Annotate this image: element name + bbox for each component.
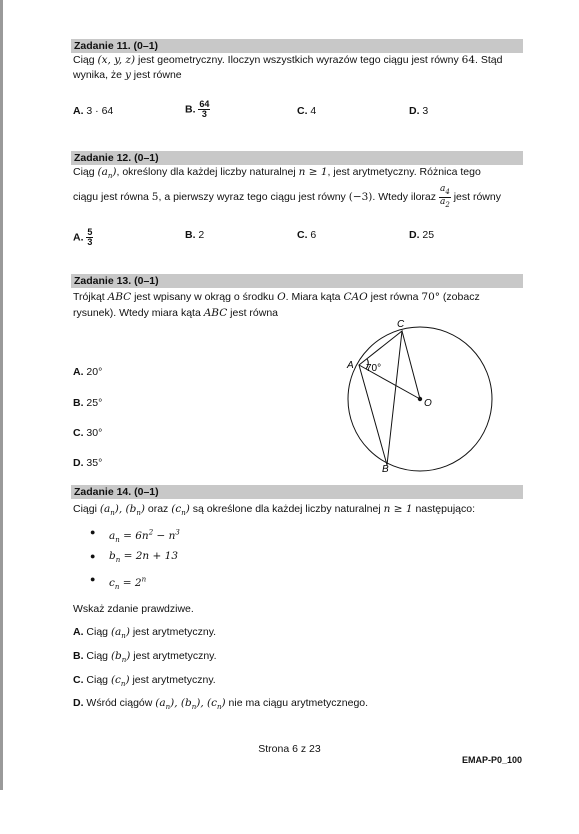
formula-b-n: $b_n = 2n + 13$ xyxy=(109,550,178,565)
task-14-header: Zadanie 14. (0–1) xyxy=(71,485,523,499)
task-13-text-line-2: rysunek). Wtedy miara kąta ABC jest równa xyxy=(73,307,279,319)
task-12-text-line-1: Ciąg $(a_n)$, określony dla każdej liczby naturalnej n ≥ 1, jest arytmetyczny. Różnica tego xyxy=(73,166,481,181)
angle-label: 70° xyxy=(366,363,382,374)
task-11-option-b[interactable]: B. $\frac{64}{3}$ xyxy=(185,99,210,119)
task-14-text-line-1: Ciągi $(a_n)$, $(b_n)$ oraz $(c_n)$ są określone dla każdej liczby naturalnej n ≥ 1 następująco: xyxy=(73,503,475,518)
label-o: O xyxy=(424,398,432,409)
task-12-option-c[interactable]: C. 6 xyxy=(297,229,317,241)
task-13-header: Zadanie 13. (0–1) xyxy=(71,274,523,288)
task-12-option-b[interactable]: B. 2 xyxy=(185,229,205,241)
bullet-icon: ● xyxy=(90,574,96,584)
label-b: B xyxy=(382,464,389,475)
task-14-option-c[interactable]: C. Ciąg $(c_n)$ jest arytmetyczny. xyxy=(73,674,216,689)
center-point-o xyxy=(418,397,422,401)
task-14-option-b[interactable]: B. Ciąg $(b_n)$ jest arytmetyczny. xyxy=(73,650,217,665)
task-14-option-d[interactable]: D. Wśród ciągów $(a_n)$, $(b_n)$, $(c_n)$ nie ma ciągu arytmetycznego. xyxy=(73,697,369,712)
circle-triangle-figure xyxy=(340,315,500,477)
segment-co xyxy=(402,331,420,399)
formula-c-n: $c_n = 2^n$ xyxy=(109,575,147,591)
task-14-prompt: Wskaż zdanie prawdziwe. xyxy=(73,603,194,615)
task-11-text-line-1: Ciąg (x, y, z) jest geometryczny. Iloczyn wszystkich wyrazów tego ciągu jest równy 64. Stąd xyxy=(73,54,503,66)
task-11-text-line-2: wynika, że y jest równe xyxy=(73,69,182,81)
task-13-option-d[interactable]: D. 35° xyxy=(73,457,103,469)
task-12-option-a[interactable]: A. $\frac{5}{3}$ xyxy=(73,227,93,247)
task-14-option-a[interactable]: A. Ciąg $(a_n)$ jest arytmetyczny. xyxy=(73,626,217,641)
bullet-icon: ● xyxy=(90,527,96,537)
formula-a-n: $a_n = 6n^2 - n^3$ xyxy=(109,528,180,544)
task-11-option-c[interactable]: C. 4 xyxy=(297,105,317,117)
task-13-text-line-1: Trójkąt ABC jest wpisany w okrąg o środku O. Miara kąta CAO jest równa 70° (zobacz xyxy=(73,291,480,303)
label-a: A xyxy=(347,360,354,371)
triangle-abc xyxy=(359,331,402,465)
task-13-option-a[interactable]: A. 20° xyxy=(73,366,103,378)
exam-code: EMAP-P0_100 xyxy=(462,755,523,765)
page-number: Strona 6 z 23 xyxy=(258,743,321,755)
task-11-option-d[interactable]: D. 3 xyxy=(409,105,429,117)
label-c: C xyxy=(397,319,405,330)
task-11-header: Zadanie 11. (0–1) xyxy=(71,39,523,53)
task-12-option-d[interactable]: D. 25 xyxy=(409,229,435,241)
task-11-option-a[interactable]: A. 3 · 64 xyxy=(73,105,114,117)
bullet-icon: ● xyxy=(90,551,96,561)
task-12-header: Zadanie 12. (0–1) xyxy=(71,151,523,165)
task-12-text-line-2: ciągu jest równa 5, a pierwszy wyraz tego ciągu jest równy (−3). Wtedy iloraz $\frac{a_4}{a_2}$ jest równy xyxy=(73,184,501,209)
task-13-option-c[interactable]: C. 30° xyxy=(73,427,103,439)
task-13-option-b[interactable]: B. 25° xyxy=(73,397,103,409)
page-left-edge xyxy=(0,0,3,790)
